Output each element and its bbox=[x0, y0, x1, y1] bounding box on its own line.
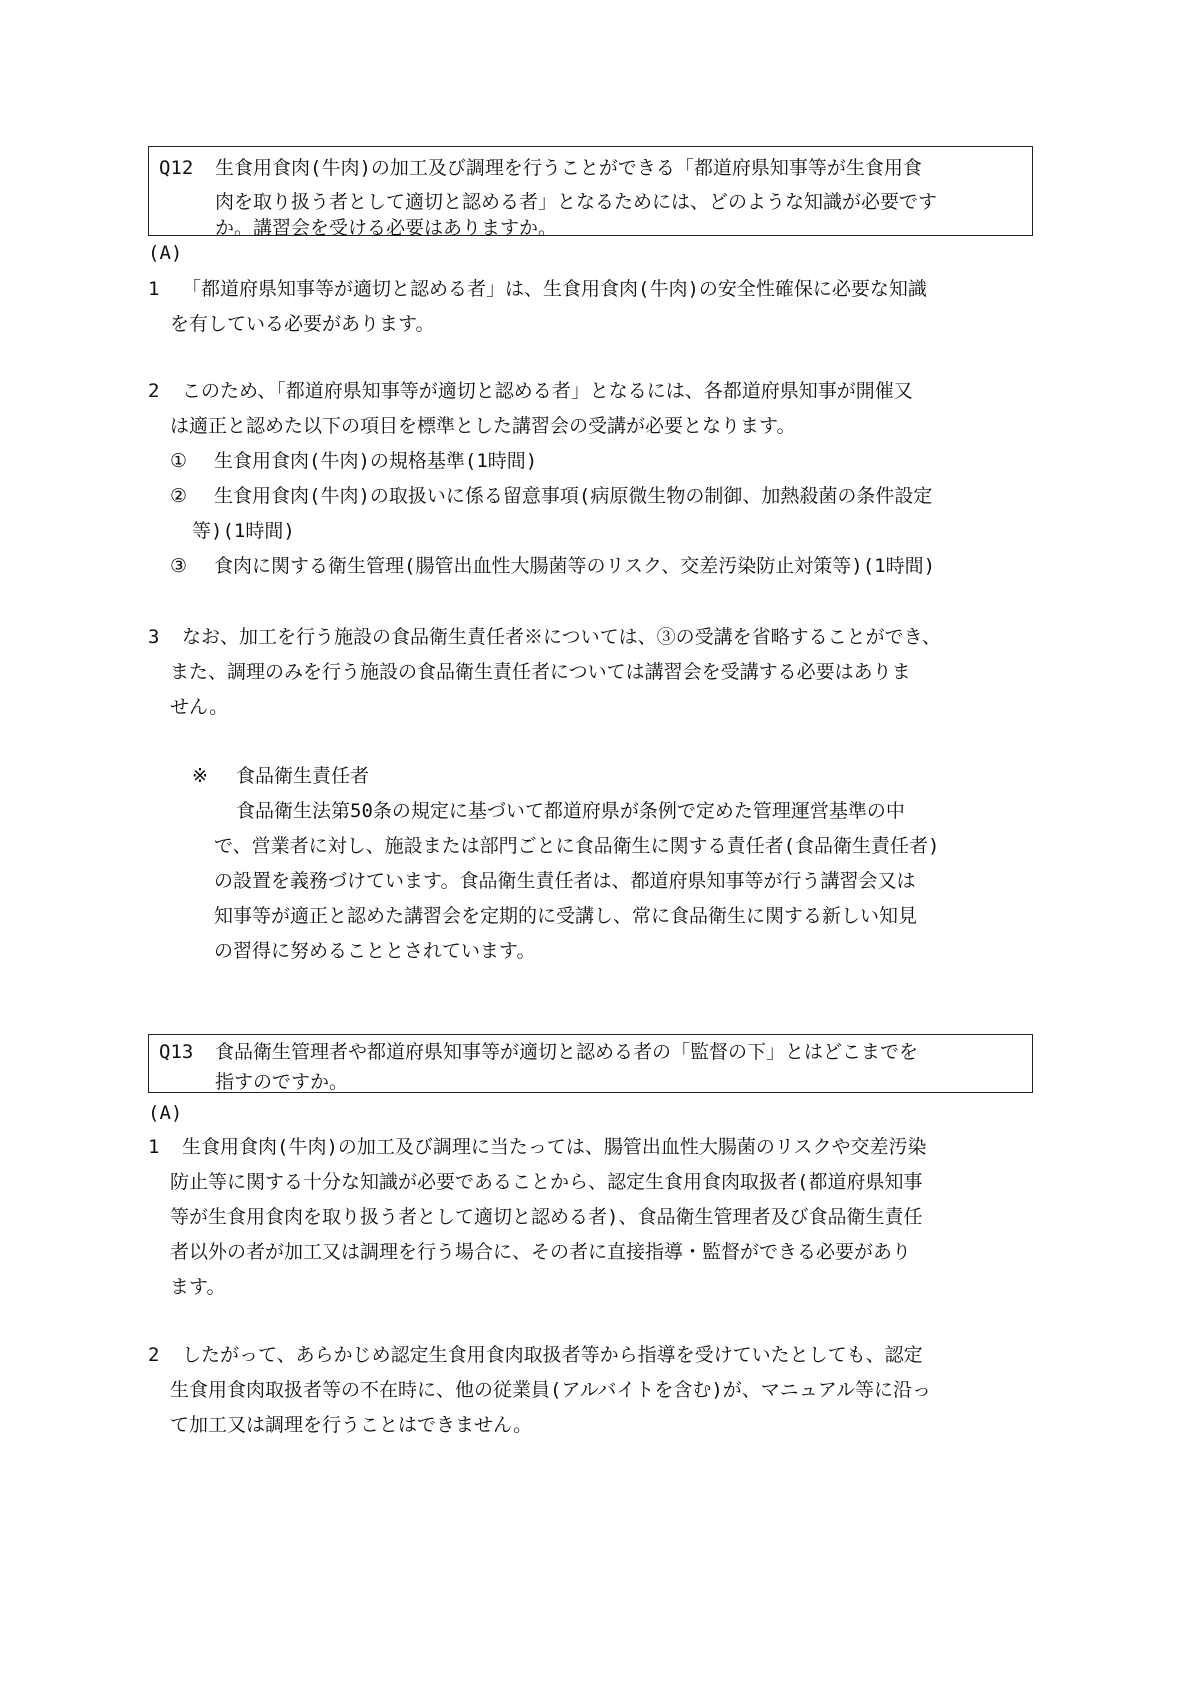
question-box-q12 bbox=[148, 146, 1033, 239]
answer-label: (A) bbox=[148, 242, 183, 264]
question-text-line: 肉を取り扱う者として適切と認める者」となるためには、どのような知識が必要です bbox=[215, 191, 938, 213]
paragraph-line: せん。 bbox=[170, 696, 229, 718]
paragraph-line: なお、加工を行う施設の食品衛生責任者※については、③の受講を省略することができ、 bbox=[182, 626, 941, 648]
answer-paragraph-3 bbox=[148, 620, 1033, 725]
paragraph-line: は適正と認めた以下の項目を標準とした講習会の受講が必要となります。 bbox=[170, 415, 796, 437]
paragraph-line: 生食用食肉取扱者等の不在時に、他の従業員(アルバイトを含む)が、マニュアル等に沿っ bbox=[170, 1379, 932, 1401]
question-box-q13 bbox=[148, 1034, 1033, 1093]
paragraph-line: 者以外の者が加工又は調理を行う場合に、その者に直接指導・監督ができる必要があり bbox=[170, 1241, 912, 1263]
list-marker: ③ bbox=[170, 555, 188, 577]
list-item-text: 生食用食肉(牛肉)の取扱いに係る留意事項(病原微生物の制御、加熱殺菌の条件設定 bbox=[214, 485, 933, 507]
list-item-1 bbox=[170, 444, 1033, 479]
question-text-line: 指すのですか。 bbox=[215, 1071, 349, 1093]
paragraph-line: て加工又は調理を行うことはできません。 bbox=[170, 1414, 533, 1436]
paragraph-line: したがって、あらかじめ認定生食用食肉取扱者等から指導を受けていたとしても、認定 bbox=[182, 1344, 923, 1366]
note-line: 食品衛生法第50条の規定に基づいて都道府県が条例で定めた管理運営基準の中 bbox=[236, 800, 905, 822]
note-line: で、営業者に対し、施設または部門ごとに食品衛生に関する責任者(食品衛生責任者) bbox=[214, 835, 940, 857]
paragraph-line: 生食用食肉(牛肉)の加工及び調理に当たっては、腸管出血性大腸菌のリスクや交差汚染 bbox=[182, 1136, 927, 1158]
note-line: の設置を義務づけています。食品衛生責任者は、都道府県知事等が行う講習会又は bbox=[214, 870, 916, 892]
answer-paragraph-1 bbox=[148, 272, 1033, 342]
paragraph-number: 2 bbox=[148, 380, 160, 402]
note-title bbox=[192, 759, 369, 794]
paragraph-number: 3 bbox=[148, 626, 160, 648]
list-item-text: 等)(1時間) bbox=[192, 520, 295, 542]
answer-paragraph-2 bbox=[148, 1338, 1033, 1443]
paragraph-line: 「都道府県知事等が適切と認める者」は、生食用食肉(牛肉)の安全性確保に必要な知識 bbox=[182, 278, 927, 300]
paragraph-number: 1 bbox=[148, 278, 160, 300]
note-marker: ※ bbox=[192, 765, 208, 787]
list-marker: ② bbox=[170, 485, 188, 507]
paragraph-number: 2 bbox=[148, 1344, 160, 1366]
paragraph-number: 1 bbox=[148, 1136, 160, 1158]
list-item-text: 生食用食肉(牛肉)の規格基準(1時間) bbox=[214, 450, 538, 472]
list-item-3 bbox=[170, 549, 1033, 584]
paragraph-line: ます。 bbox=[170, 1276, 226, 1298]
list-marker: ① bbox=[170, 450, 188, 472]
list-item-text: 食肉に関する衛生管理(腸管出血性大腸菌等のリスク、交差汚染防止対策等)(1時間) bbox=[214, 555, 936, 577]
note-line: の習得に努めることとされています。 bbox=[214, 940, 536, 962]
note-title-text: 食品衛生責任者 bbox=[236, 765, 370, 787]
answer-paragraph-2 bbox=[148, 374, 1033, 444]
paragraph-line: また、調理のみを行う施設の食品衛生責任者については講習会を受講する必要はありま bbox=[170, 661, 911, 683]
paragraph-line: 等が生食用食肉を取り扱う者として適切と認める者)、食品衛生管理者及び食品衛生責任 bbox=[170, 1206, 923, 1228]
note-line: 知事等が適正と認めた講習会を定期的に受講し、常に食品衛生に関する新しい知見 bbox=[214, 905, 918, 927]
note-body bbox=[214, 794, 1033, 969]
question-number: Q12 bbox=[159, 157, 194, 179]
paragraph-line: を有している必要があります。 bbox=[170, 313, 435, 335]
question-text-line: 食品衛生管理者や都道府県知事等が適切と認める者の「監督の下」とはどこまでを bbox=[215, 1041, 919, 1063]
answer-paragraph-1 bbox=[148, 1130, 1033, 1305]
question-text-line: 生食用食肉(牛肉)の加工及び調理を行うことができる「都道府県知事等が生食用食 bbox=[215, 157, 922, 179]
question-number: Q13 bbox=[159, 1041, 194, 1063]
list-item-2 bbox=[170, 479, 1033, 549]
answer-label: (A) bbox=[148, 1102, 183, 1124]
question-text-line: か。講習会を受ける必要はありますか。 bbox=[215, 217, 558, 239]
paragraph-line: 防止等に関する十分な知識が必要であることから、認定生食用食肉取扱者(都道府県知事 bbox=[170, 1171, 923, 1193]
paragraph-line: このため、「都道府県知事等が適切と認める者」となるには、各都道府県知事が開催又 bbox=[182, 380, 913, 402]
